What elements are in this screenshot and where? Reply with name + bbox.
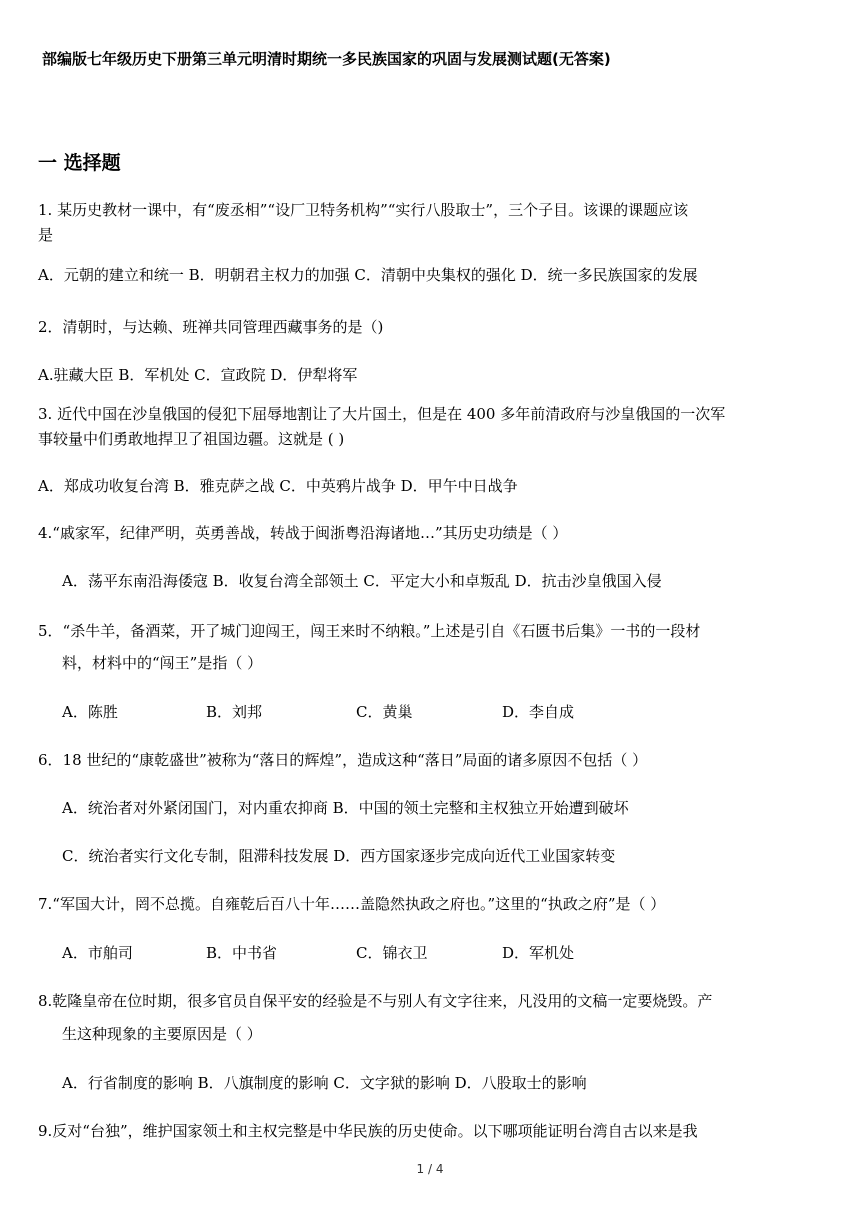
question-1-options: A．元朝的建立和统一 B．明朝君主权力的加强 C．清朝中央集权的强化 D．统一多民族国家的发展: [38, 266, 698, 284]
section-heading: 一 选择题: [38, 152, 121, 174]
question-5-option-d: D．李自成: [502, 703, 575, 721]
question-6-line-1: 6．18 世纪的“康乾盛世”被称为“落日的辉煌”，造成这种“落日”局面的诸多原因不包括（ ）: [38, 751, 648, 769]
question-3-line-1: 3. 近代中国在沙皇俄国的侵犯下屈辱地割让了大片国土，但是在 400 多年前清政府与沙皇俄国的一次军: [38, 405, 726, 423]
question-9-line-1: 9.反对“台独”，维护国家领土和主权完整是中华民族的历史使命。以下哪项能证明台湾自古以来是我: [38, 1122, 698, 1140]
page-number: 1 / 4: [416, 1162, 444, 1176]
question-1-line-1: 1. 某历史教材一课中，有“废丞相”“设厂卫特务机构”“实行八股取士”，三个子目。该课的课题应该: [38, 201, 689, 219]
question-2-line-1: 2．清朝时，与达赖、班禅共同管理西藏事务的是（): [38, 318, 384, 336]
question-5-option-b: B．刘邦: [206, 703, 263, 721]
question-5-line-2: 料，材料中的“闯王”是指（ ）: [62, 654, 263, 672]
question-3-line-2: 事较量中们勇敢地捍卫了祖国边疆。这就是 ( ): [38, 430, 345, 448]
question-3-options: A．郑成功收复台湾 B．雅克萨之战 C．中英鸦片战争 D．甲午中日战争: [38, 477, 518, 495]
question-8-line-1: 8.乾隆皇帝在位时期，很多官员自保平安的经验是不与别人有文字往来，凡没用的文稿一定要烧毁。产: [38, 992, 713, 1010]
question-4-options: A．荡平东南沿海倭寇 B．收复台湾全部领土 C．平定大小和卓叛乱 D．抗击沙皇俄国入侵: [62, 572, 662, 590]
question-2-options: A.驻藏大臣 B．军机处 C．宣政院 D．伊犁将军: [38, 366, 358, 384]
question-8-options: A．行省制度的影响 B．八旗制度的影响 C．文字狱的影响 D．八股取士的影响: [62, 1074, 587, 1092]
question-6-options-line-2: C．统治者实行文化专制，阻滞科技发展 D．西方国家逐步完成向近代工业国家转变: [62, 847, 616, 865]
question-7-option-a: A．市舶司: [62, 944, 133, 962]
question-7-option-c: C．锦衣卫: [356, 944, 428, 962]
question-7-option-d: D．军机处: [502, 944, 575, 962]
question-7-option-b: B．中书省: [206, 944, 278, 962]
question-5-option-c: C．黄巢: [356, 703, 413, 721]
question-5-option-a: A．陈胜: [62, 703, 118, 721]
question-8-line-2: 生这种现象的主要原因是（ ）: [62, 1025, 262, 1043]
question-4-line-1: 4.“戚家军，纪律严明，英勇善战，转战于闽浙粤沿海诸地…”其历史功绩是（ ）: [38, 524, 568, 542]
question-6-options-line-1: A．统治者对外紧闭国门，对内重农抑商 B．中国的领土完整和主权独立开始遭到破坏: [62, 799, 629, 817]
question-1-line-2: 是: [38, 226, 54, 244]
question-5-line-1: 5．“杀牛羊，备酒菜，开了城门迎闯王，闯王来时不纳粮。”上述是引自《石匮书后集》一书的一段材: [38, 622, 701, 640]
document-title: 部编版七年级历史下册第三单元明清时期统一多民族国家的巩固与发展测试题(无答案): [42, 50, 611, 68]
question-7-line-1: 7.“军国大计，罔不总揽。自雍乾后百八十年……盖隐然执政之府也。”这里的“执政之府”是（ ）: [38, 895, 666, 913]
